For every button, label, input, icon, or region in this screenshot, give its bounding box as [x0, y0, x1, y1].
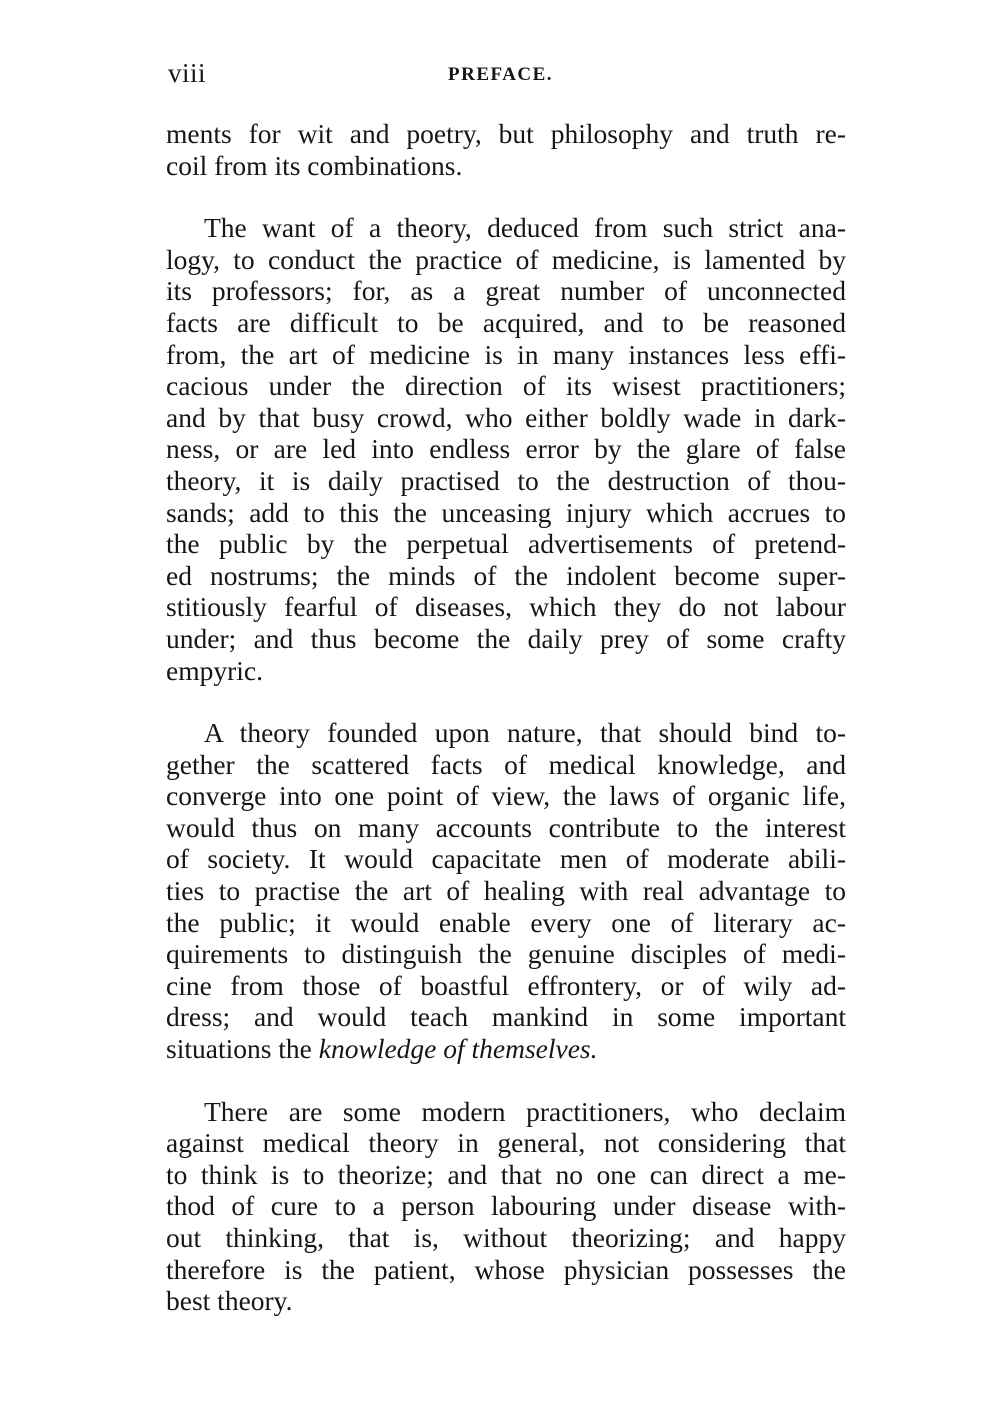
- text-line: sands; add to this the unceasing injury which accrues to: [166, 496, 846, 528]
- text-line: ed nostrums; the minds of the indolent become super-: [166, 559, 846, 591]
- text-line: ties to practise the art of healing with real advantage to: [166, 875, 846, 907]
- italic-phrase: knowledge of themselves.: [318, 1033, 598, 1065]
- text-line: thod of cure to a person labouring under disease with-: [166, 1190, 846, 1222]
- text-line: theory, it is daily practised to the destruction of thou-: [166, 464, 846, 496]
- text-line: logy, to conduct the practice of medicine, is lamented by: [166, 243, 846, 275]
- text-line: ments for wit and poetry, but philosophy and truth re-: [166, 118, 846, 149]
- text-line: stitiously fearful of diseases, which they do not labour: [166, 591, 846, 623]
- text-line: quirements to distinguish the genuine disciples of medi-: [166, 938, 846, 970]
- text-line: to think is to theorize; and that no one can direct a me-: [166, 1158, 846, 1190]
- text-line: gether the scattered facts of medical knowledge, and: [166, 748, 846, 780]
- text-line: A theory founded upon nature, that should bind to-: [204, 717, 846, 749]
- text-line: and by that busy crowd, who either boldly wade in dark-: [166, 401, 846, 433]
- text-line: cine from those of boastful effrontery, or of wily ad-: [166, 969, 846, 1001]
- running-title: PREFACE.: [448, 64, 554, 85]
- text-line: There are some modern practitioners, who declaim: [204, 1095, 846, 1127]
- text-line: cacious under the direction of its wisest practitioners;: [166, 370, 846, 402]
- text-line: The want of a theory, deduced from such strict ana-: [204, 212, 846, 244]
- text-line-prefix: situations the: [166, 1033, 319, 1065]
- text-line: ness, or are led into endless error by the glare of false: [166, 433, 846, 465]
- text-line: empyric.: [166, 654, 263, 686]
- paragraph-2: [166, 212, 846, 686]
- text-line: against medical theory in general, not considering that: [166, 1127, 846, 1159]
- text-line: the public by the perpetual advertisements of pretend-: [166, 528, 846, 560]
- text-line: therefore is the patient, whose physician possesses the: [166, 1253, 846, 1285]
- text-line-last: [166, 1033, 846, 1065]
- paragraph-4: [166, 1096, 846, 1317]
- text-line: under; and thus become the daily prey of some crafty: [166, 622, 846, 654]
- body-text: [166, 118, 846, 1348]
- paragraph-3: [166, 717, 846, 1065]
- text-line: facts are difficult to be acquired, and to be reasoned: [166, 306, 846, 338]
- text-line: coil from its combinations.: [166, 149, 463, 181]
- text-line: out thinking, that is, without theorizing; and happy: [166, 1222, 846, 1253]
- text-line: best theory.: [166, 1285, 293, 1317]
- text-line: of society. It would capacitate men of moderate abili-: [166, 843, 846, 875]
- text-line: the public; it would enable every one of literary ac-: [166, 906, 846, 938]
- text-line: from, the art of medicine is in many instances less effi-: [166, 338, 846, 370]
- text-line: converge into one point of view, the laws of organic life,: [166, 780, 846, 812]
- text-line: its professors; for, as a great number of unconnected: [166, 275, 846, 307]
- text-line: dress; and would teach mankind in some important: [166, 1001, 846, 1033]
- page-number: viii: [168, 58, 207, 88]
- text-line: would thus on many accounts contribute to the interest: [166, 811, 846, 843]
- paragraph-1: [166, 118, 846, 181]
